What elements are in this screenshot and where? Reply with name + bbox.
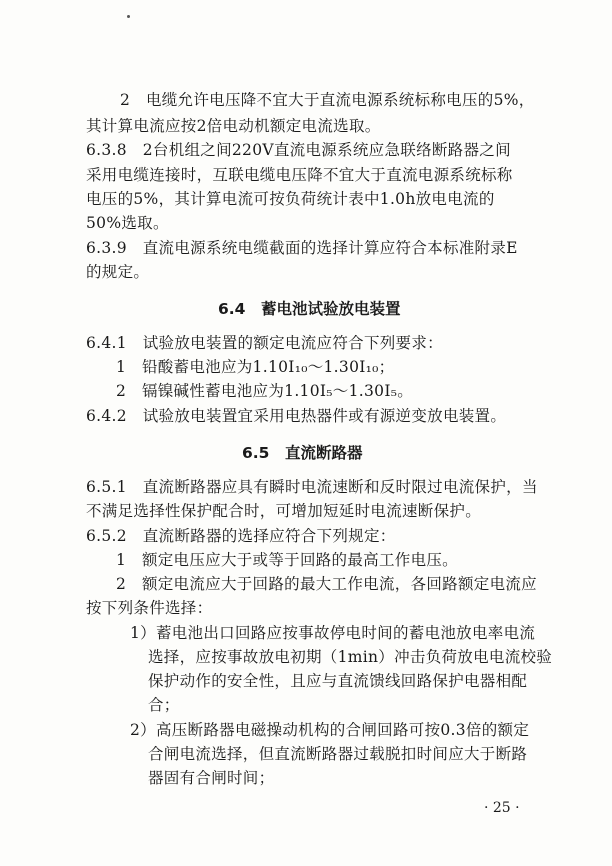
text-line: 50%选取。 — [86, 214, 169, 232]
clause-6-5-1: 6.5.1 直流断路器应具有瞬时电流速断和反时限过电流保护，当 — [86, 478, 538, 496]
text-line: 器固有合闸时间； — [148, 769, 275, 787]
clause-6-3-8: 6.3.8 2台机组之间220V直流电源系统应急联络断路器之间 — [86, 141, 511, 159]
text-line: 2 电缆允许电压降不宜大于直流电源系统标称电压的5%， — [120, 91, 535, 109]
text-line: 合； — [148, 696, 180, 714]
list-item: 2 镉镍碱性蓄电池应为1.10I₅～1.30I₅。 — [116, 382, 414, 400]
page-number: · 25 · — [484, 800, 520, 816]
clause-6-3-9: 6.3.9 直流电源系统电缆截面的选择计算应符合本标准附录E — [86, 239, 518, 257]
text-line: 采用电缆连接时，互联电缆电压降不宜大于直流电源系统标称 — [86, 166, 513, 184]
text-line: 其计算电流应按2倍电动机额定电流选取。 — [86, 117, 381, 135]
text-line: 保护动作的安全性，且应与直流馈线回路保护电器相配 — [148, 672, 528, 690]
list-item: 1 铅酸蓄电池应为1.10I₁₀～1.30I₁₀； — [116, 358, 395, 376]
text-line: 按下列条件选择： — [86, 599, 213, 617]
sub-item: 2）高压断路器电磁操动机构的合闸回路可按0.3倍的额定 — [130, 721, 530, 739]
text-line: 电压的5%，其计算电流可按负荷统计表中1.0h放电电流的 — [86, 190, 495, 208]
section-heading-6-5: 6.5 直流断路器 — [242, 444, 363, 462]
sub-item: 1）蓄电池出口回路应按事故停电时间的蓄电池放电率电流 — [130, 624, 536, 642]
list-item: 2 额定电流应大于回路的最大工作电流，各回路额定电流应 — [116, 575, 537, 593]
section-heading-6-4: 6.4 蓄电池试验放电装置 — [218, 300, 401, 318]
clause-6-5-2: 6.5.2 直流断路器的选择应符合下列规定： — [86, 527, 396, 545]
list-item: 1 额定电压应大于或等于回路的最高工作电压。 — [116, 551, 458, 569]
scan-speck — [127, 15, 130, 18]
clause-6-4-1: 6.4.1 试验放电装置的额定电流应符合下列要求： — [86, 334, 443, 352]
text-line: 选择，应按事故放电初期（1min）冲击负荷放电电流校验 — [148, 648, 553, 666]
clause-6-4-2: 6.4.2 试验放电装置宜采用电热器件或有源逆变放电装置。 — [86, 407, 507, 425]
text-line: 的规定。 — [86, 263, 150, 281]
text-line: 不满足选择性保护配合时，可增加短延时电流速断保护。 — [86, 502, 482, 520]
text-line: 合闸电流选择，但直流断路器过载脱扣时间应大于断路 — [148, 745, 528, 763]
